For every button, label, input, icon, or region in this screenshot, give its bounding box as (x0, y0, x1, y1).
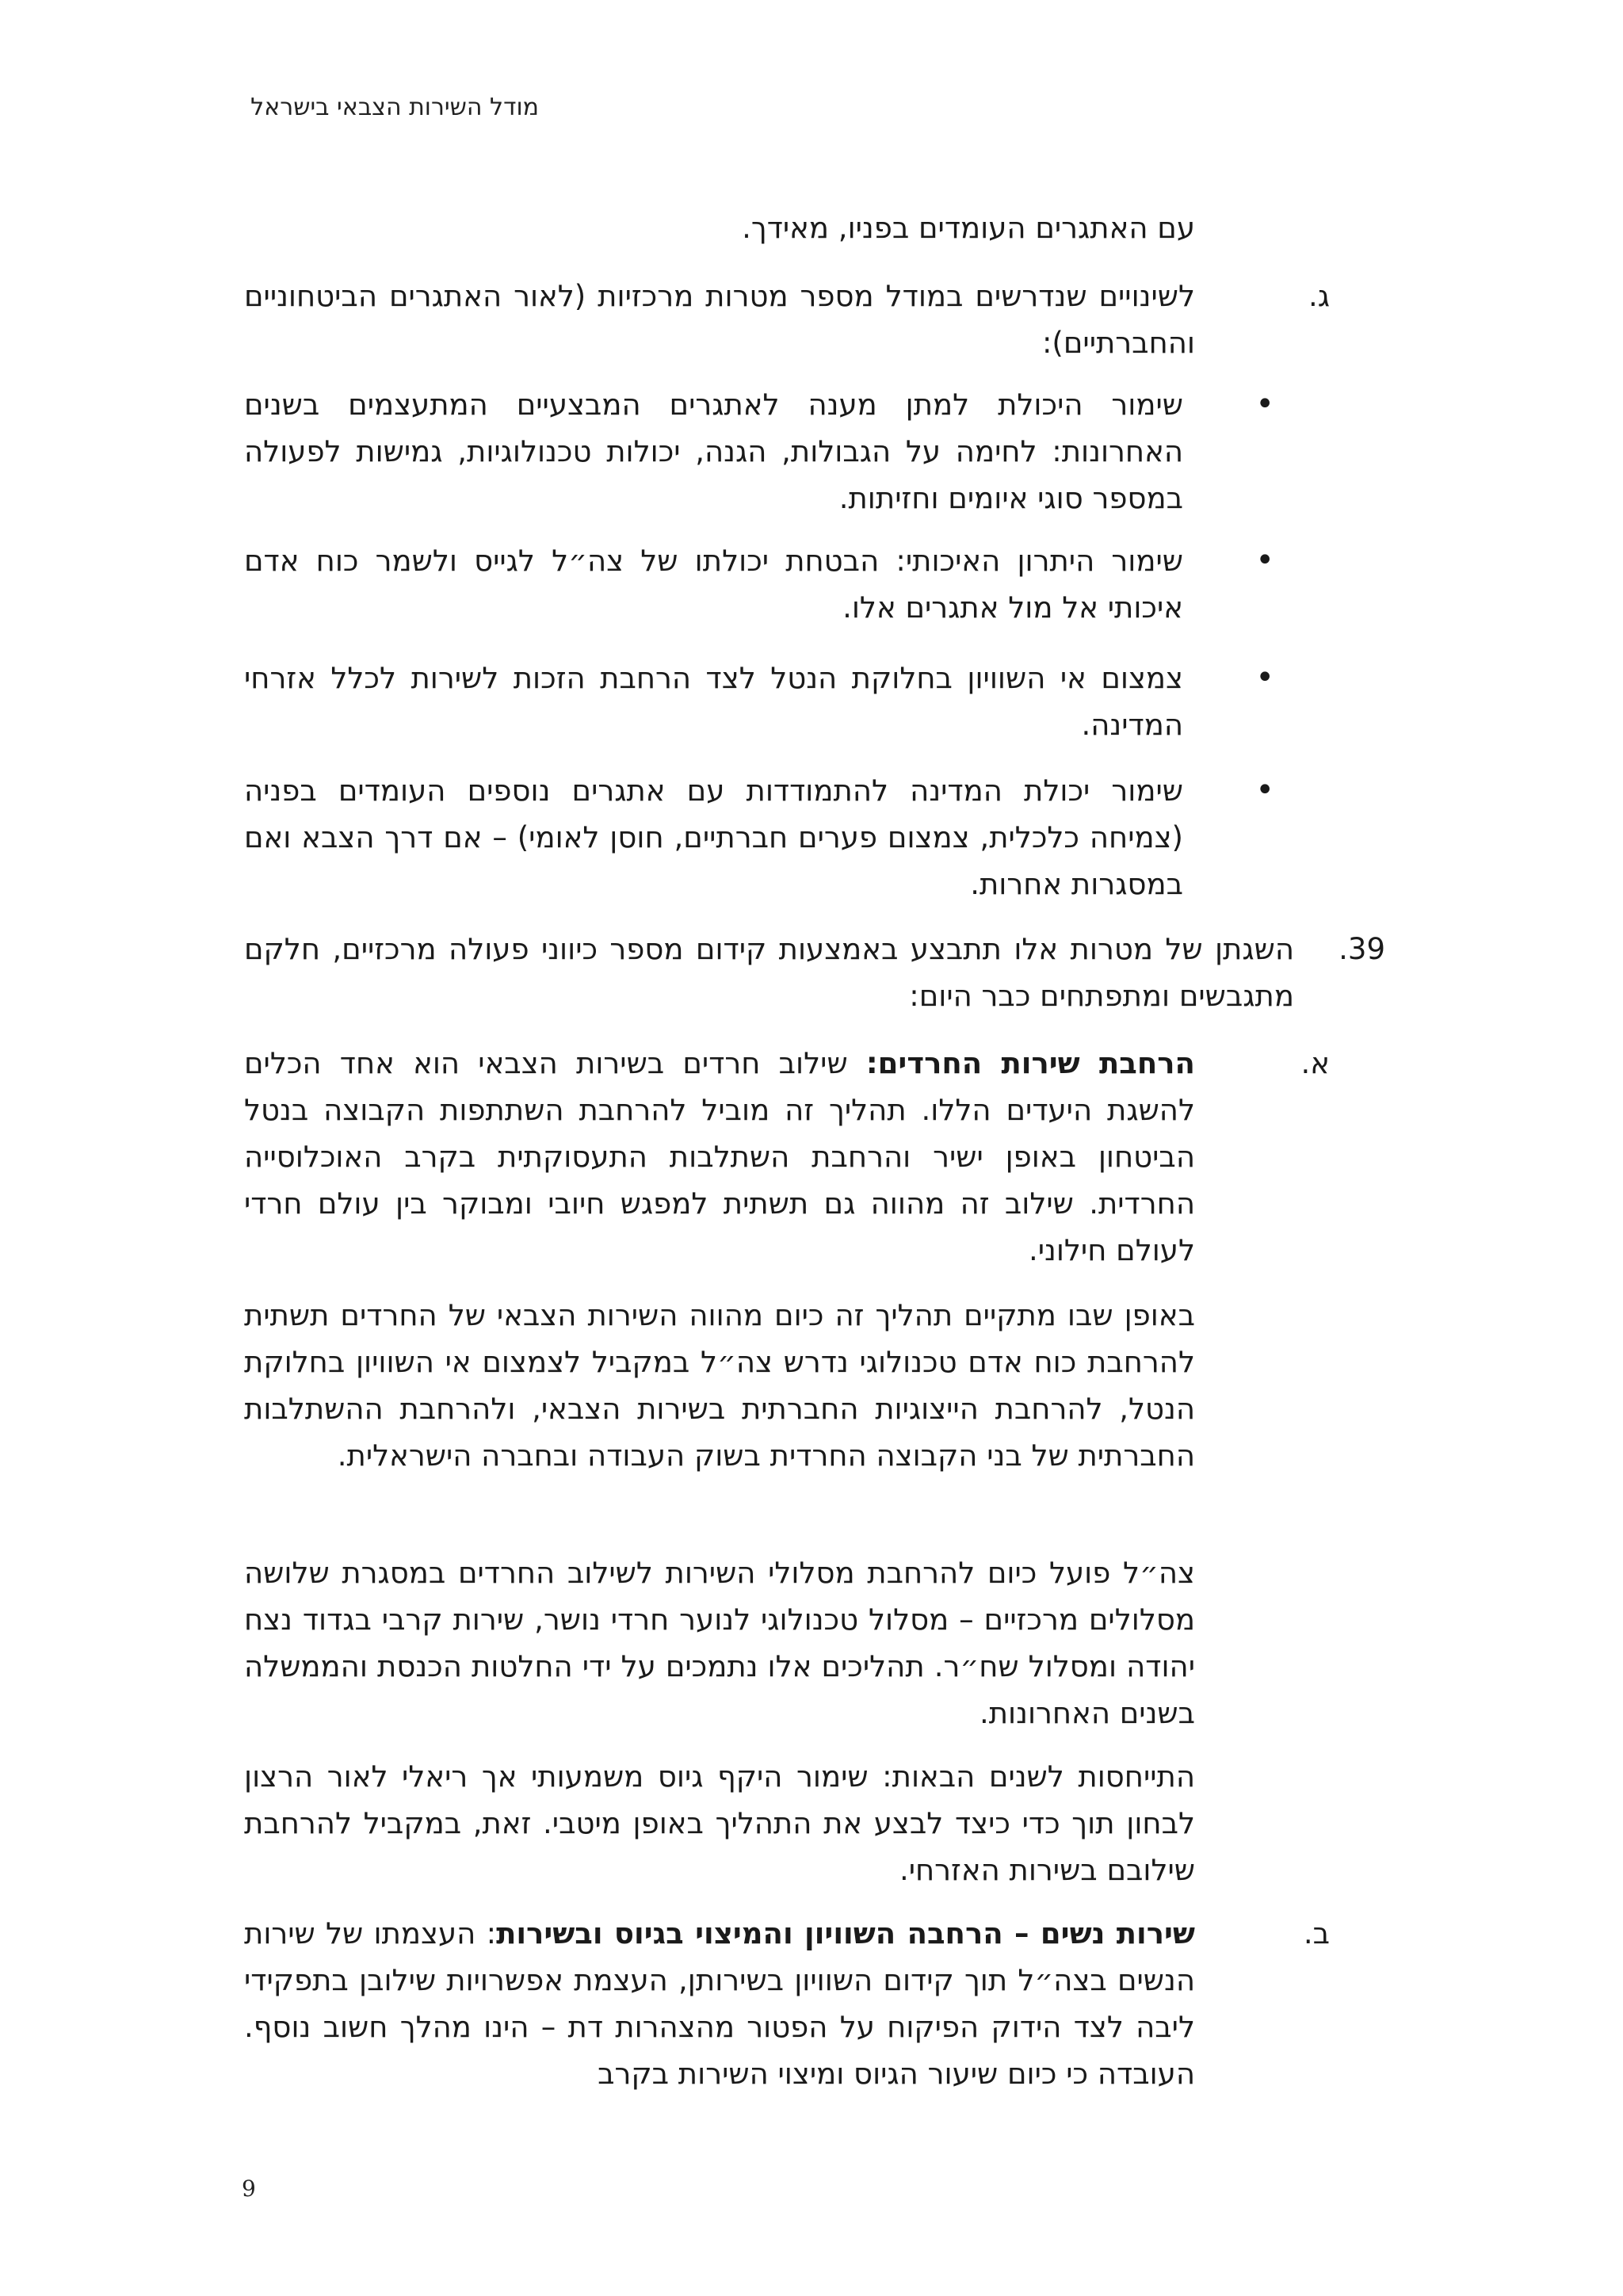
bullet-item-4: שימור יכולת המדינה להתמודדות עם אתגרים נוספים העומדים בפניה (צמיחה כלכלית, צמצום פערים חברתיים, חוסן לאומי) – אם דרך הצבא ואם במסגרות אחרות. (244, 774, 1183, 901)
bullet-item-2: שימור היתרון האיכותי: הבטחת יכולתו של צה״ל לגייס ולשמר כוח אדם איכותי אל מול אתגרים אלו. (244, 544, 1183, 625)
item-b-heading: שירות נשים – הרחבה השוויון והמיצוי בגיוס ובשירות (496, 1916, 1195, 1950)
continuation-paragraph: עם האתגרים העומדים בפניו, מאידך. (742, 211, 1195, 245)
paragraph-39-text: השגתן של מטרות אלו תתבצע באמצעות קידום מספר כיווני פעולה מרכזיים, חלקם מתגבשים ומתפתחים כבר היום: (244, 932, 1294, 1013)
item-g-text: לשינויים שנדרשים במודל מספר מטרות מרכזיות (לאור האתגרים הביטחוניים והחברתיים): (244, 279, 1195, 360)
item-a-paragraph-2: באופן שבו מתקיים תהליך זה כיום מהווה השירות הצבאי של החרדים תשתית להרחבת כוח אדם טכנולוגי נדרש צה״ל במקביל לצמצום אי השוויון בחלוקת הנטל, להרחבת הייצוגיות החברתית בשירות הצבאי, ולהרחבת ההשתלבות החברתית של בני הקבוצה החרדית בשוק העבודה ובחברה הישראלית. (244, 1298, 1195, 1473)
item-a-paragraph-4: התייחסות לשנים הבאות: שימור היקף גיוס משמעותי אך ריאלי לאור הרצון לבחון תוך כדי כיצד לבצע את התהליך באופן מיטבי. זאת, במקביל להרחבת שילובם בשירות האזרחי. (244, 1759, 1195, 1887)
item-marker-g: ג. (1308, 279, 1330, 313)
bullet-icon: • (1255, 542, 1274, 579)
paragraph-number-39: 39. (1338, 932, 1385, 966)
page-number: 9 (242, 2176, 256, 2202)
item-a-text (244, 1040, 1195, 1274)
item-marker-a: א. (1300, 1046, 1330, 1080)
item-a-body: שילוב חרדים בשירות הצבאי הוא אחד הכלים להשגת היעדים הללו. תהליך זה מוביל להרחבת השתתפות הקבוצה בנטל הביטחון באופן ישיר והרחבת השתלבות התעסוקתית בקרב האוכלוסייה החרדית. שילוב זה מהווה גם תשתית למפגש חיובי ומבוקר בין עולם חרדי לעולם חילוני. (244, 1046, 1195, 1267)
bullet-item-1: שימור היכולת למתן מענה לאתגרים המבצעיים המתעצמים בשנים האחרונות: לחימה על הגבולות, הגנה, יכולות טכנולוגיות, גמישות לפעולה במספר סוגי איומים וחזיתות. (244, 388, 1183, 515)
bullet-icon: • (1255, 772, 1274, 808)
bullet-icon: • (1255, 386, 1274, 422)
running-header: מודל השירות הצבאי בישראל (250, 94, 539, 121)
item-a-heading: הרחבת שירות החרדים: (865, 1046, 1195, 1080)
item-a-paragraph-3: צה״ל פועל כיום להרחבת מסלולי השירות לשילוב החרדים במסגרת שלושה מסלולים מרכזיים – מסלול טכנולוגי לנוער חרדי נושר, שירות קרבי בגדוד נצח יהודה ומסלול שח״ר. תהליכים אלו נתמכים על ידי החלטות הכנסת והממשלה בשנים האחרונות. (244, 1556, 1195, 1730)
item-b-text (244, 1910, 1195, 2097)
item-marker-b: ב. (1303, 1916, 1330, 1950)
item-b-body: : העצמתו של שירות הנשים בצה״ל תוך קידום השוויון בשירותן, העצמת אפשרויות שילובן בתפקידי ליבה לצד הידוק הפיקוח על הפטור מהצהרות דת – הינו מהלך חשוב נוסף. העובדה כי כיום שיעור הגיוס ומיצוי השירות בקרב (244, 1916, 1195, 2091)
bullet-item-3: צמצום אי השוויון בחלוקת הנטל לצד הרחבת הזכות לשירות לכלל אזרחי המדינה. (244, 661, 1183, 742)
bullet-icon: • (1255, 659, 1274, 696)
